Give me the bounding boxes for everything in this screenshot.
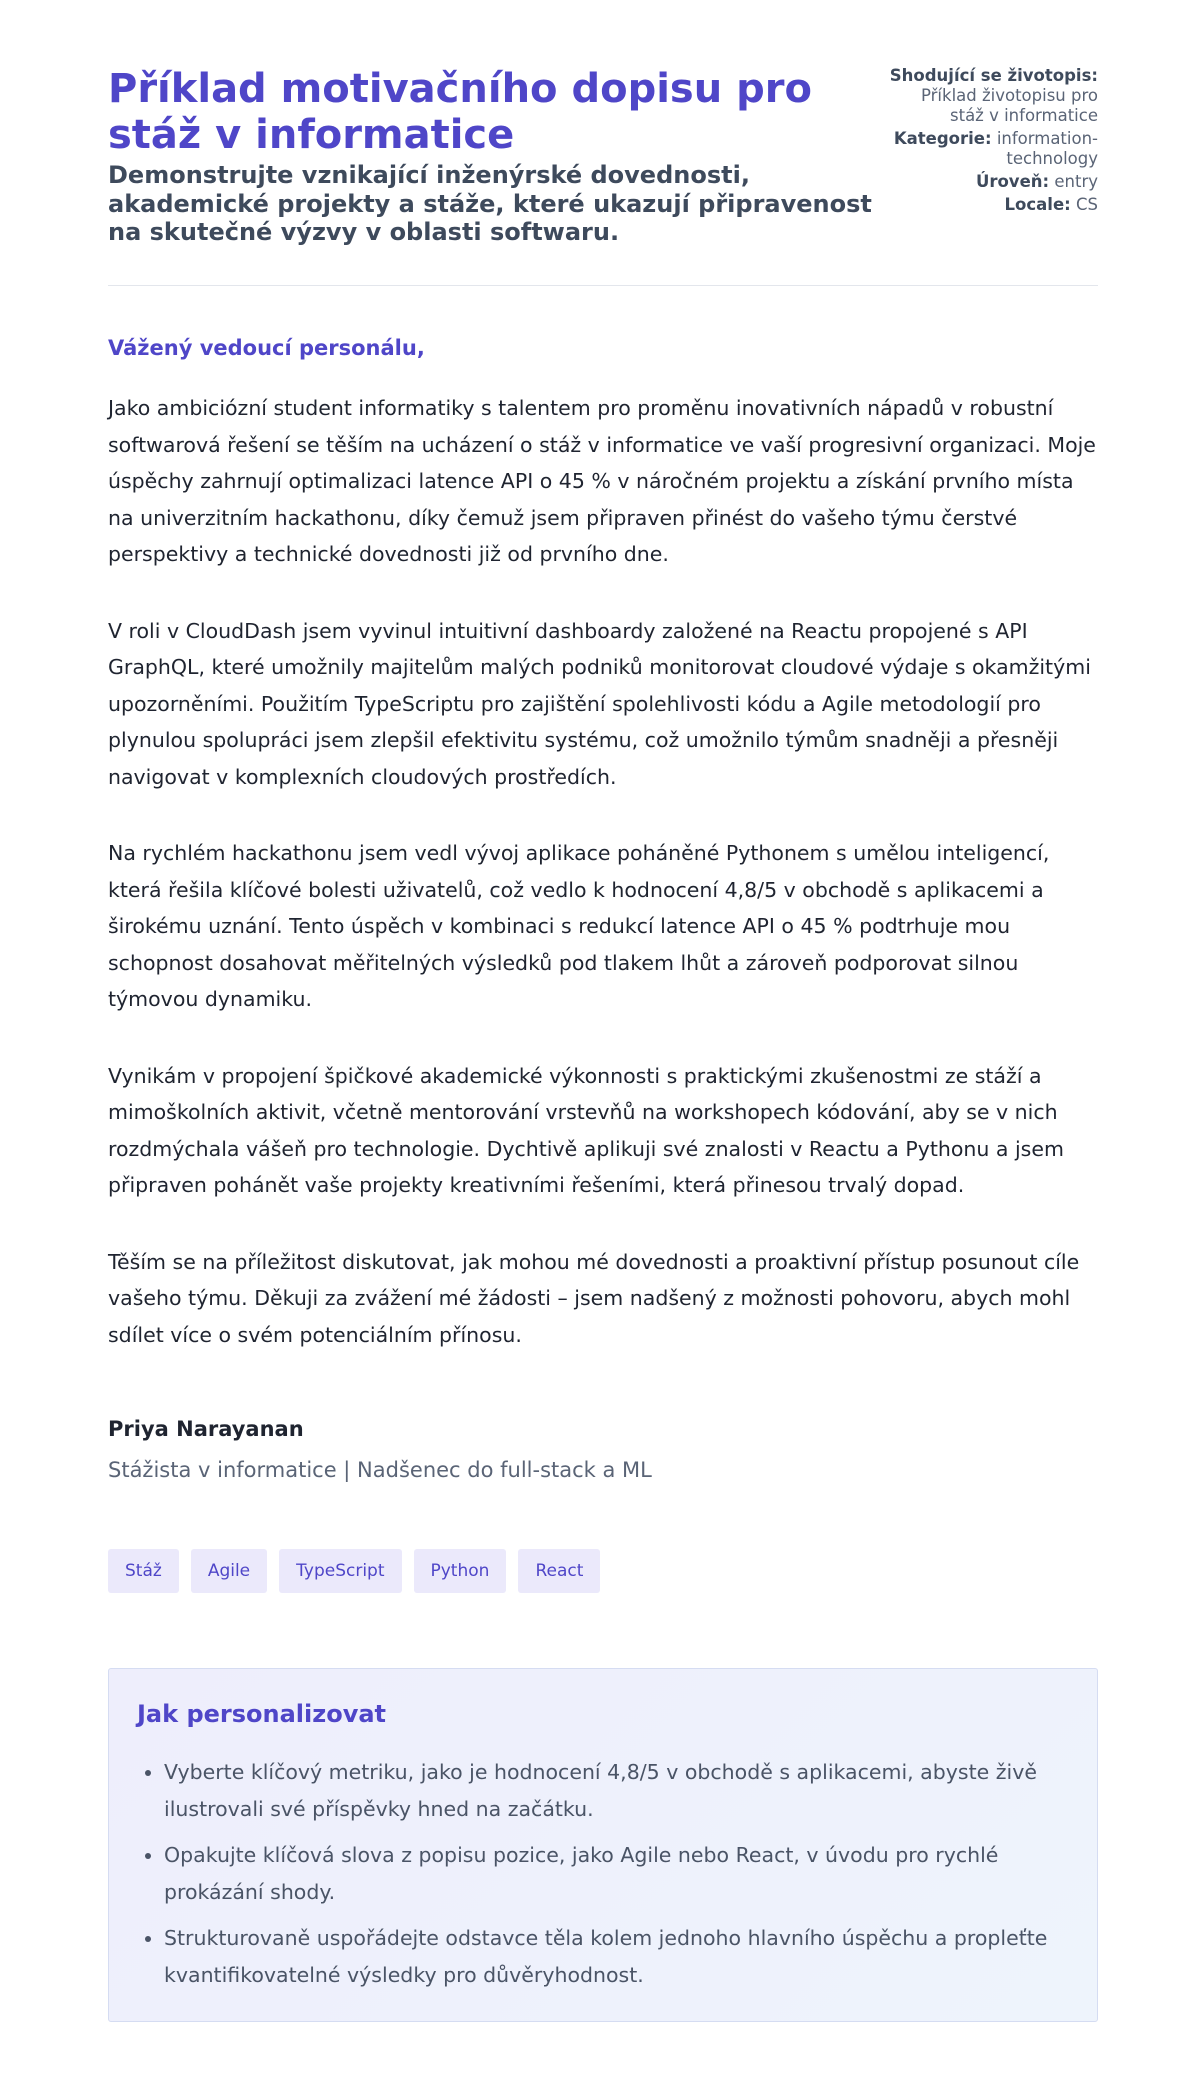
tips-item: • Strukturovaně uspořádejte odstavce těla kolem jednoho hlavního úspěchu a propleťte kvantifikovatelné výsledky pro důvěryhodnost. [164,1920,1064,1993]
tips-item: • Opakujte klíčová slova z popisu pozice, jako Agile nebo React, v úvodu pro rychlé prokázání shody. [164,1837,1064,1910]
letter-paragraph: Vynikám v propojení špičkové akademické výkonnosti s praktickými zkušenostmi ze stáží a mimoškolních aktivit, včetně mentorování vrstevňů na workshopech kódování, aby se v nich rozdmýchala vášeň pro technologie. Dychtivě aplikuji své znalosti v Reactu a Pythonu a jsem připraven pohánět vaše projekty kreativními řešeními, která přinesou trvalý dopad. [108,1063,1064,1197]
tag-chip: Python [414,1549,507,1593]
letter-salutation: Vážený vedoucí personálu, [108,336,425,360]
signature-role: Stážista v informatice | Nadšenec do full-stack a ML [108,1458,652,1482]
tag-chip: TypeScript [279,1549,401,1593]
meta-level-value: entry [1054,172,1098,191]
meta-level [888,172,1098,192]
meta-resume [888,66,1098,126]
tips-item: • Vyberte klíčový metriku, jako je hodnocení 4,8/5 v obchodě s aplikacemi, abyste živě ilustrovali své příspěvky hned na začátku. [164,1754,1064,1827]
page-subtitle: Demonstrujte vznikající inženýrské dovednosti, akademické projekty a stáže, které ukazují připravenost na skutečné výzvy v oblasti softwaru. [108,161,872,246]
meta-category-value: information-technology [996,129,1098,168]
tag-chip: Stáž [108,1549,179,1593]
header-divider [108,285,1098,286]
meta-category [888,129,1098,169]
meta-locale-value: CS [1076,195,1098,214]
signature-name: Priya Narayanan [108,1417,304,1441]
tips-title: Jak personalizovat [137,1700,387,1728]
meta-resume-label: Shodující se životopis: [889,66,1098,85]
letter-paragraph: Těším se na příležitost diskutovat, jak mohou mé dovednosti a proaktivní přístup posunout cíle vašeho týmu. Děkuji za zvážení mé žádosti – jsem nadšený z možnosti pohovoru, abych mohl sdílet více o svém potenciálním přínosu. [108,1249,1080,1347]
tips-list [137,1754,1064,2003]
letter-paragraph: Jako ambiciózní student informatiky s talentem pro proměnu inovativních nápadů v robustní softwarová řešení se těším na ucházení o stáž v informatice ve vaší progresivní organizaci. Moje úspěchy zahrnují optimalizaci latence API o 45 % v náročném projektu a získání prvního místa na univerzitním hackathonu, díky čemuž jsem připraven přinést do vašeho týmu čerstvé perspektivy a technické dovednosti již od prvního dne. [108,396,1096,566]
meta-category-label: Kategorie: [893,129,992,148]
letter-paragraph: V roli v CloudDash jsem vyvinul intuitivní dashboardy založené na Reactu propojené s API GraphQL, které umožnily majitelům malých podniků monitorovat cloudové výdaje s okamžitými upozorněními. Použitím TypeScriptu pro zajištění spolehlivosti kódu a Agile metodologií pro plynulou spolupráci jsem zlepšil efektivitu systému, což umožnilo týmům snadněji a přesněji navigovat v komplexních cloudových prostředích. [108,618,1091,789]
page-title: Příklad motivačního dopisu pro stáž v informatice [108,66,812,158]
letter-body [108,390,1098,1393]
meta-locale [888,195,1098,215]
meta-panel [888,66,1098,218]
meta-resume-value: Příklad životopisu pro stáž v informatice [920,86,1098,125]
tag-chip: Agile [191,1549,267,1593]
tag-list [108,1549,600,1593]
personalization-tips-box [108,1668,1098,2022]
tag-chip: React [518,1549,600,1593]
meta-level-label: Úroveň: [975,172,1050,191]
letter-paragraph: Na rychlém hackathonu jsem vedl vývoj aplikace poháněné Pythonem s umělou inteligencí, která řešila klíčové bolesti uživatelů, což vedlo k hodnocení 4,8/5 v obchodě s aplikacemi a širokému uznání. Tento úspěch v kombinaci s redukcí latence API o 45 % podtrhuje mou schopnost dosahovat měřitelných výsledků pod tlakem lhůt a zároveň podporovat silnou týmovou dynamiku. [108,841,1050,1011]
meta-locale-label: Locale: [1004,195,1071,214]
page-header [108,66,1098,286]
